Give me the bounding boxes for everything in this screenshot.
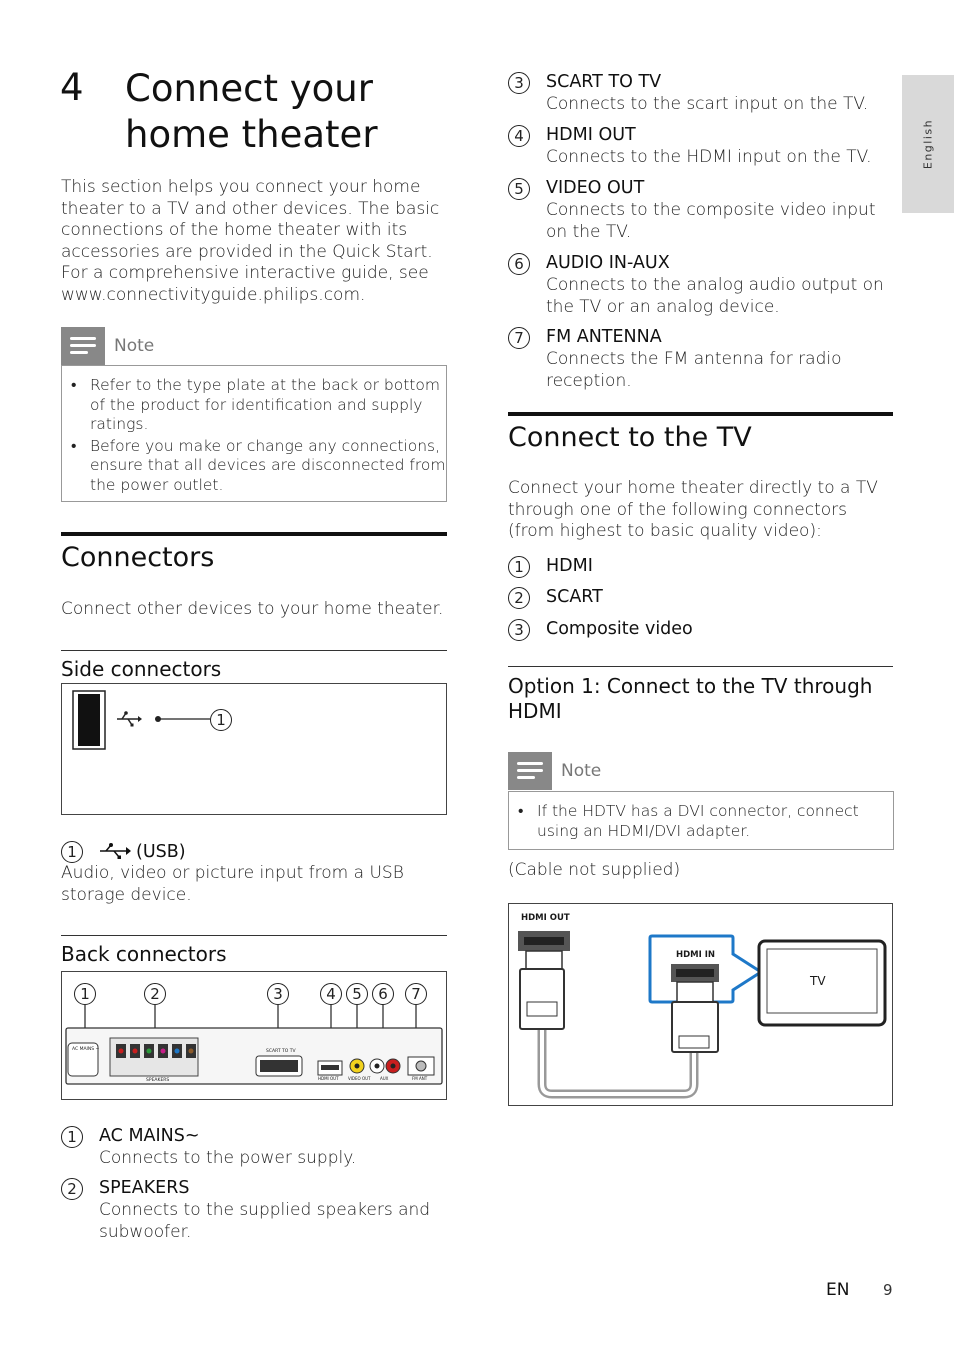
hdmi-out-description: Connects to the HDMI input on the TV. bbox=[546, 147, 872, 167]
panel-label-speakers: SPEAKERS bbox=[146, 1078, 170, 1083]
page-number: 9 bbox=[883, 1281, 893, 1299]
note-label: Note bbox=[114, 336, 155, 356]
callout-7: 7 bbox=[405, 983, 427, 1005]
hdmi-out-label: HDMI OUT bbox=[521, 913, 570, 923]
panel-label-ac: AC MAINS ~ bbox=[72, 1047, 100, 1052]
callout-1: 1 bbox=[210, 709, 232, 731]
panel-label-video: VIDEO OUT bbox=[348, 1076, 371, 1081]
connectors-heading: Connectors bbox=[61, 542, 215, 573]
fm-antenna-title: FM ANTENNA bbox=[546, 327, 662, 347]
note-box bbox=[61, 365, 447, 502]
scart-description: Connects to the scart input on the TV. bbox=[546, 94, 869, 114]
tv-label: TV bbox=[810, 974, 826, 988]
audio-in-aux-title: AUDIO IN-AUX bbox=[546, 253, 670, 273]
note-item: • Refer to the type plate at the back or bottom of the product for identification and supply ratings. bbox=[62, 376, 446, 435]
callout-6: 6 bbox=[372, 983, 394, 1005]
item-number: 7 bbox=[508, 327, 530, 349]
hdmi-in-label: HDMI IN bbox=[676, 950, 716, 960]
usb-description: Audio, video or picture input from a USB storage device. bbox=[61, 863, 404, 905]
note-icon bbox=[508, 752, 552, 790]
footer-language: EN bbox=[826, 1280, 850, 1300]
option-scart: SCART bbox=[546, 587, 603, 607]
scart-title: SCART TO TV bbox=[546, 72, 662, 92]
option-composite: Composite video bbox=[546, 619, 693, 639]
hdmi-out-title: HDMI OUT bbox=[546, 125, 636, 145]
section-divider bbox=[61, 532, 447, 536]
item-number: 1 bbox=[508, 556, 530, 578]
item-number: 6 bbox=[508, 253, 530, 275]
callout-4: 4 bbox=[320, 983, 342, 1005]
subsection-divider bbox=[61, 935, 447, 936]
usb-icon bbox=[98, 842, 132, 860]
speakers-title: SPEAKERS bbox=[99, 1178, 190, 1198]
note-box bbox=[508, 791, 894, 850]
chapter-number: 4 bbox=[60, 66, 84, 109]
note-item: • If the HDTV has a DVI connector, connect using an HDMI/DVI adapter. bbox=[509, 802, 893, 841]
video-out-description: Connects to the composite video input on the TV. bbox=[546, 200, 876, 242]
item-number: 4 bbox=[508, 125, 530, 147]
note-item: • Before you make or change any connections, ensure that all devices are disconnected from the power outlet. bbox=[62, 437, 446, 496]
panel-label-scart: SCART TO TV bbox=[266, 1049, 296, 1054]
subsection-divider bbox=[508, 666, 893, 667]
item-number: 2 bbox=[61, 1178, 83, 1200]
usb-title: (USB) bbox=[136, 842, 186, 862]
video-out-title: VIDEO OUT bbox=[546, 178, 645, 198]
side-connectors-diagram bbox=[61, 683, 447, 815]
note-label: Note bbox=[561, 761, 602, 781]
hdmi-connection-diagram bbox=[508, 903, 893, 1106]
fm-antenna-description: Connects the FM antenna for radio reception. bbox=[546, 349, 842, 391]
item-number: 3 bbox=[508, 72, 530, 94]
speakers-description: Connects to the supplied speakers and subwoofer. bbox=[99, 1200, 431, 1242]
item-number: 1 bbox=[61, 1126, 83, 1148]
callout-2: 2 bbox=[144, 983, 166, 1005]
panel-label-fm: FM ANT bbox=[412, 1076, 428, 1081]
callout-1: 1 bbox=[74, 983, 96, 1005]
item-number: 3 bbox=[508, 619, 530, 641]
panel-label-hdmi: HDMI OUT bbox=[318, 1076, 339, 1081]
item-number: 1 bbox=[61, 841, 83, 863]
item-number: 5 bbox=[508, 178, 530, 200]
audio-in-aux-description: Connects to the analog audio output on the TV or an analog device. bbox=[546, 275, 884, 317]
ac-mains-title: AC MAINS~ bbox=[99, 1126, 200, 1146]
side-connectors-heading: Side connectors bbox=[61, 657, 222, 681]
ac-mains-description: Connects to the power supply. bbox=[99, 1148, 357, 1168]
option1-heading: Option 1: Connect to the TV through HDMI bbox=[508, 674, 873, 723]
cable-note: (Cable not supplied) bbox=[508, 860, 681, 880]
language-label: English bbox=[921, 118, 935, 170]
connect-tv-intro: Connect your home theater directly to a TV through one of the following connectors (from highest to basic quality video): bbox=[508, 478, 878, 541]
back-connectors-diagram bbox=[61, 971, 447, 1100]
connectors-intro: Connect other devices to your home theater. bbox=[61, 599, 444, 619]
back-connectors-heading: Back connectors bbox=[61, 942, 227, 966]
note-icon bbox=[61, 327, 105, 365]
chapter-title: Connect your home theater bbox=[125, 67, 378, 156]
language-side-tab bbox=[902, 75, 954, 213]
chapter-intro: This section helps you connect your home theater to a TV and other devices. The basic connections of the home theater with its accessories are provided in the Quick Start. For a comprehensive interactive guide, see www.connectivityguide.philips.com. bbox=[61, 177, 440, 305]
usb-icon bbox=[117, 711, 142, 726]
connect-tv-heading: Connect to the TV bbox=[508, 422, 752, 453]
callout-5: 5 bbox=[346, 983, 368, 1005]
panel-label-aux: AUX bbox=[380, 1076, 389, 1081]
section-divider bbox=[508, 412, 893, 416]
subsection-divider bbox=[61, 650, 447, 651]
item-number: 2 bbox=[508, 587, 530, 609]
option-hdmi: HDMI bbox=[546, 556, 593, 576]
callout-3: 3 bbox=[267, 983, 289, 1005]
